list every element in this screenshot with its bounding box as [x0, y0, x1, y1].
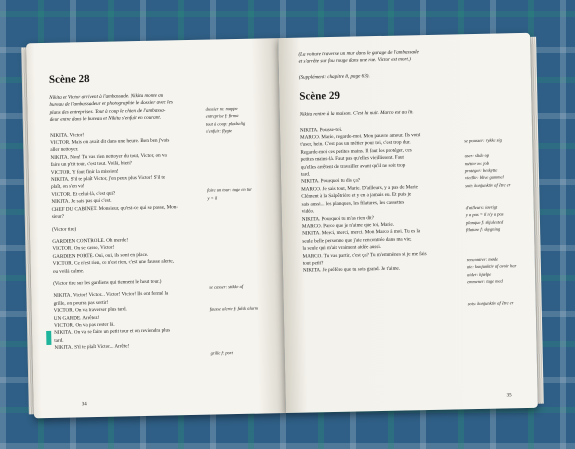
- dialogue-line: petites mains-là. Faut pas qu'elles vieillissent. Faut: [300, 154, 405, 163]
- vocabulary-note: vieillir: blive gammel: [464, 174, 504, 181]
- right-page: [278, 33, 538, 413]
- page-number: 34: [81, 402, 87, 408]
- page-number: 35: [506, 393, 512, 399]
- dialogue-line: grille, on pourra pas sortir!: [53, 299, 109, 307]
- vocabulary-note: entreprise f: firma: [205, 113, 239, 120]
- vocabulary-note: y = il: [207, 195, 218, 201]
- dialogue-line: GARDIEN PORTE. Oui, oui, ils sont en place.: [52, 251, 149, 260]
- dialogue: [300, 124, 461, 275]
- dialogue-line: qu'elles arrêtent de travailler avant qu'il ne soit trop: [300, 162, 406, 171]
- dialogue-line: tout petit?: [302, 260, 324, 267]
- dialogue-line: NIKITA. Victor!: [50, 131, 85, 139]
- dialogue-line: NIKITA. Non! Tu vas rien nettoyer du tout, Victor, on va: [50, 152, 167, 161]
- vocabulary-margin: [462, 55, 522, 307]
- dialogue-line: t'user, hein. C'est pas un métier pour toi, c'est trop dur.: [300, 139, 411, 149]
- dialogue-line: NIKITA. Pourquoi tu dis ça?: [301, 177, 361, 186]
- dialogue-line: NIKITA. Victor! Victor... Victor! Victor! Ils ont fermé la: [53, 290, 169, 300]
- vocabulary-note: y a pas = il n'y a pas: [465, 211, 504, 218]
- supplement-note: (Supplément: chapitre 8, page 63).: [298, 73, 370, 81]
- vocabulary-note: faire un tour: tage en tur: [207, 187, 253, 194]
- vocabulary-note: user: slide op: [464, 152, 490, 159]
- vocabulary-note: rencontrer: møde: [466, 256, 499, 262]
- scene-title: Scène 29: [299, 90, 341, 103]
- vocabulary-note: tout à coup: plødselig: [205, 120, 246, 127]
- dialogue-line: NIKITA. Merci, merci, merci. Mon Marco à moi. Tu es la: [302, 228, 421, 237]
- vocabulary-note: grille f: port: [210, 350, 233, 356]
- dialogue-line: aller nettoyer.: [50, 146, 79, 154]
- dialogue-line: tard.: [300, 171, 311, 178]
- vocabulary-note: dossier m: mappe: [205, 105, 238, 112]
- direction-line: plans des entreprises. Tout à coup le chien de l'ambassa-: [49, 107, 166, 116]
- dialogue-line: plaît, on s'en va!: [51, 183, 85, 191]
- vocabulary-note: aider: hjælpe: [467, 271, 492, 277]
- dialogue-line: MARCO. Tu vas partir, c'est ça? Tu m'emmènes si je me fais: [302, 250, 427, 260]
- scene-title: Scène 28: [48, 73, 90, 86]
- dialogue-line: sais aussi... les planques, les filatures, les cassettes: [301, 199, 405, 208]
- vocabulary-note: emmener: tage med: [467, 278, 503, 285]
- dialogue-line: vidéo.: [301, 208, 315, 215]
- dialogue-line: VICTOR. On va pas rester là.: [53, 321, 115, 329]
- vocabulary-note: fausse alerte f: falsk alarm: [209, 305, 259, 312]
- dialogue-line: VICTOR. Et celui-là, c'est qui?: [51, 190, 116, 198]
- direction-line: Nikita et Victor arrivent à l'ambassade. Nikita monte au: [49, 92, 164, 101]
- vocabulary-note: aie: konjunktiv af avoir har: [466, 263, 517, 270]
- dialogue-line: NIKITA. Je sais pas qui c'est.: [51, 197, 112, 206]
- intro-direction: [298, 48, 456, 66]
- dialogue-line: MARCO. Marie, regarde-moi. Mon pauvre amour. Ils vont: [300, 132, 421, 141]
- dialogue-line: faire un p'tit tour, c'est tout. Voilà, bien?: [50, 160, 132, 169]
- stage-direction: Nikita rentre à la maison. C'est la nuit. Marco est au lit.: [299, 109, 414, 118]
- dialogue-line: ou voilà calme.: [52, 267, 85, 275]
- dialogue-line: VICTOR. Y faut finir la mission!: [50, 168, 119, 176]
- dialogue-line: (Victor tire): [51, 225, 77, 233]
- vocabulary-margin: [205, 104, 261, 356]
- vocabulary-note: filature f: skygning: [466, 226, 501, 233]
- vocabulary-note: planque f: skjulested: [465, 219, 504, 226]
- vocabulary-note: se casser: stikke af: [209, 283, 244, 290]
- left-page-text: [49, 70, 207, 353]
- dialogue-line: la seule qui m'ait vraiment aidée aussi.: [302, 244, 382, 252]
- dialogue-line: NIKITA. Pousse-toi.: [299, 126, 343, 134]
- dialogue-line: CHEF DU CABINET. Monsieur, qu'est-ce qui se passe, Mon-: [51, 203, 179, 213]
- dialogue-line: VICTOR. Mais on avait dit dans une heure. Bon ben j'vais: [50, 137, 170, 146]
- open-book: [26, 33, 544, 419]
- direction-line: (La voiture traverse un mur dans le garage de l'ambassade: [298, 49, 419, 58]
- direction-line: deur entre dans le bureau et Nikita s'enfuit en courant.: [49, 114, 162, 124]
- dialogue-line: tard.: [54, 337, 64, 344]
- dialogue-line: (Victor tire sur les gardiens qui tiennent le hout tour.): [53, 278, 162, 287]
- stage-direction: [49, 92, 202, 125]
- green-tab: [46, 331, 51, 345]
- dialogue-line: GARDIEN CONTROLE. Oh merde!: [52, 237, 129, 245]
- right-page-text: [298, 48, 461, 275]
- vocabulary-note: métier m: job: [464, 160, 490, 166]
- dialogue-line: NIKITA. Pourquoi tu m'as rien dit?: [301, 214, 375, 223]
- direction-line: et s'arrête sur fou rouge dans une rue. Victor est mort.): [298, 56, 411, 66]
- dialogue-line: NIKITA. S'il te plaît Victor, j'en peux plus Victor! S'il te: [50, 174, 166, 183]
- vocabulary-note: s'enfuir: flygte: [205, 128, 233, 134]
- vocabulary-note: se pousser: rykke sig: [464, 137, 502, 144]
- direction-line: bureau de l'ambassadeur et photographie le dossier avec les: [49, 99, 173, 109]
- dialogue-line: MARCO. Je sais tout, Marie. D'ailleurs, y a pas de Marie: [301, 184, 418, 193]
- dialogue-line: NIKITA. On va se faire un petit tour et on reviendra plus: [54, 327, 171, 337]
- dialogue-line: seule belle personne que j'aie rencontrée dans ma vie;: [302, 236, 412, 245]
- dialogue-line: NIKITA. Je préfère que tu sois grand. Je t'aime.: [302, 265, 401, 274]
- vocabulary-note: d'ailleurs: iøvrigt: [465, 204, 498, 211]
- left-page: [26, 38, 286, 418]
- vocabulary-note: sois: konjunktiv af être er: [467, 300, 514, 307]
- vocabulary-note: protéger: beskytte: [464, 167, 498, 174]
- dialogue-line: VICTOR. On va traverser plus tard.: [53, 306, 127, 315]
- dialogue-line: VICTOR. On se casse, Victor!: [52, 244, 115, 253]
- dialogue-line: NIKITA. S'il te plaît Victor... Arrête!: [54, 343, 130, 352]
- dialogue-line: UN GARDE. Arrêtez!: [53, 314, 100, 322]
- dialogue-line: Regarde-moi ces petites mains. Il faut les protéger, ces: [300, 147, 412, 156]
- dialogue-line: Clément à la Salpêtrière et y en a jamais eu. Et puis je: [301, 191, 412, 200]
- dialogue: [50, 129, 207, 352]
- vocabulary-note: soit: konjunktiv af être er: [465, 182, 511, 189]
- dialogue-line: MARCO. Parce que je n'aime que toi, Marie.: [301, 221, 395, 230]
- dialogue-line: sieur?: [51, 213, 65, 220]
- dialogue-line: VICTOR. Ce n'est rien, ce n'est rien, c'est une fausse alerte,: [52, 258, 174, 267]
